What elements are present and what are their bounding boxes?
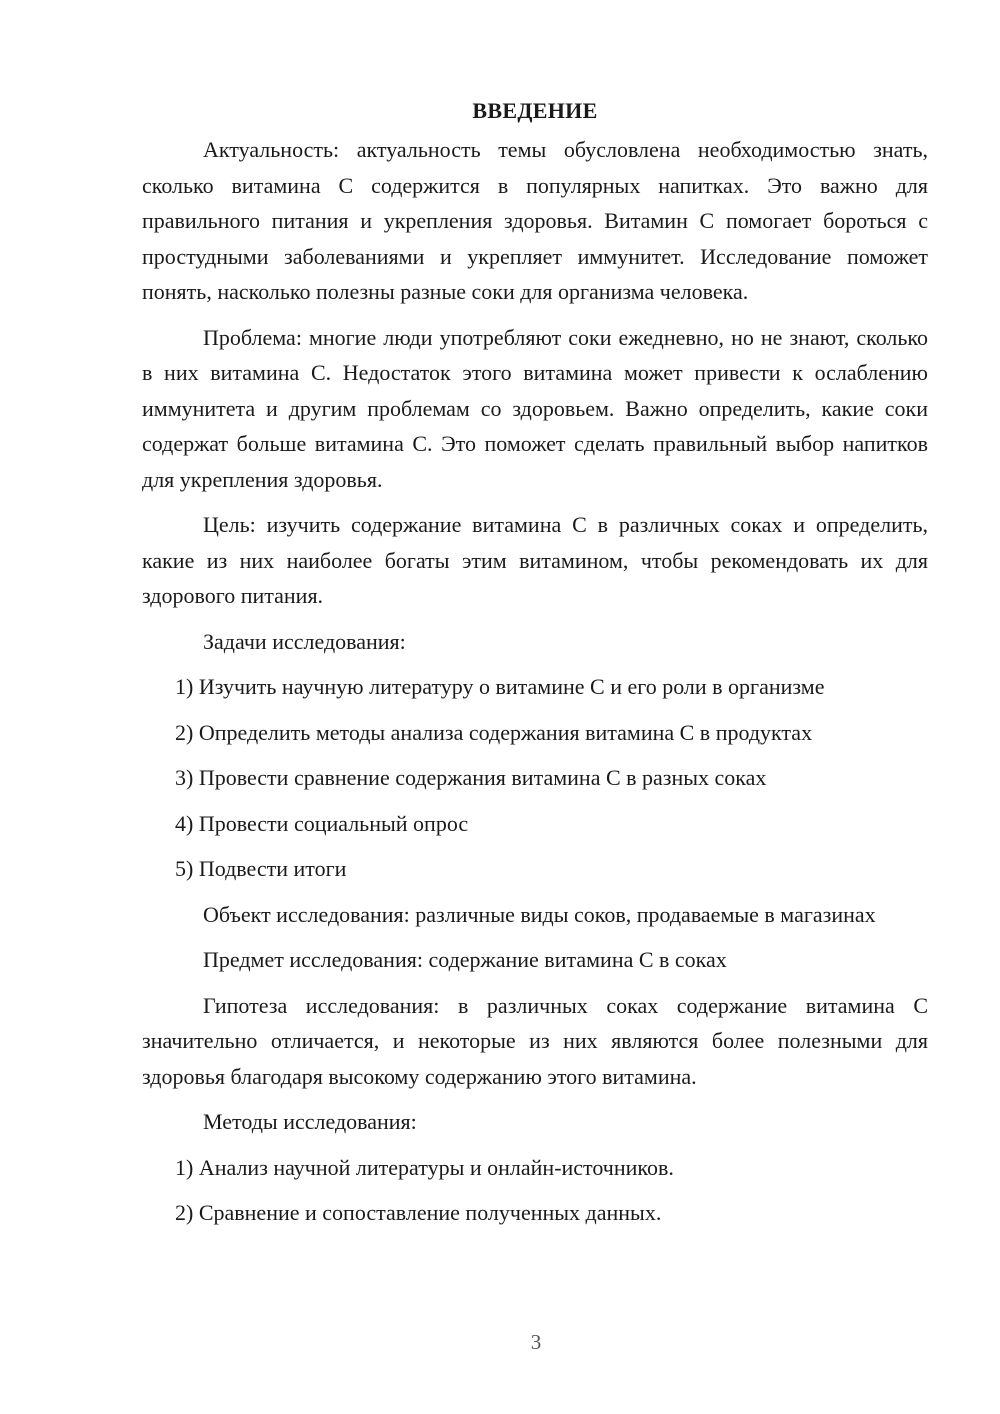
method-item: 1) Анализ научной литературы и онлайн-источников. (175, 1154, 674, 1180)
section-title: ВВЕДЕНИЕ (472, 98, 598, 123)
method-item: 2) Сравнение и сопоставление полученных данных. (175, 1200, 662, 1225)
hypothesis-paragraph: Гипотеза исследования: в различных соках содержание витамина С значительно отличается, и некоторые из них являются более полезными для здоровья благодаря высокому содержанию этого витамина. (142, 992, 928, 1089)
methods-heading: Методы исследования: (203, 1109, 417, 1134)
task-item: 5) Подвести итоги (175, 856, 347, 881)
document-page (142, 96, 928, 1241)
problem-paragraph: Проблема: многие люди употребляют соки ежедневно, но не знают, сколько в них витамина С. Недостаток этого витамина может привести к ослаблению иммунитета и другим проблемам со здоровьем. Важно определить, какие соки содержат больше витамина С. Это поможет сделать правильный выбор напитков для укрепления здоровья. (142, 324, 928, 492)
task-item: 4) Провести социальный опрос (175, 810, 469, 836)
goal-paragraph: Цель: изучить содержание витамина С в различных соках и определить, какие из них наиболее богаты этим витамином, чтобы рекомендовать их для здорового питания. (142, 512, 928, 608)
subject-paragraph: Предмет исследования: содержание витамина С в соках (203, 947, 727, 972)
relevance-paragraph: Актуальность: актуальность темы обусловлена необходимостью знать, сколько витамина С содержится в популярных напитках. Это важно для правильного питания и укрепления здоровья. Витамин С помогает бороться с простудными заболеваниями и укрепляет иммунитет. Исследование поможет понять, насколько полезны разные соки для организма человека. (142, 137, 928, 304)
page-number: 3 (530, 1330, 542, 1354)
object-paragraph: Объект исследования: различные виды соков, продаваемые в магазинах (203, 901, 876, 927)
task-item: 2) Определить методы анализа содержания витамина С в продуктах (175, 719, 813, 745)
task-item: 3) Провести сравнение содержания витамина С в разных соках (175, 765, 767, 790)
task-item: 1) Изучить научную литературу о витамине С и его роли в организме (175, 674, 825, 699)
tasks-heading: Задачи исследования: (203, 628, 406, 654)
